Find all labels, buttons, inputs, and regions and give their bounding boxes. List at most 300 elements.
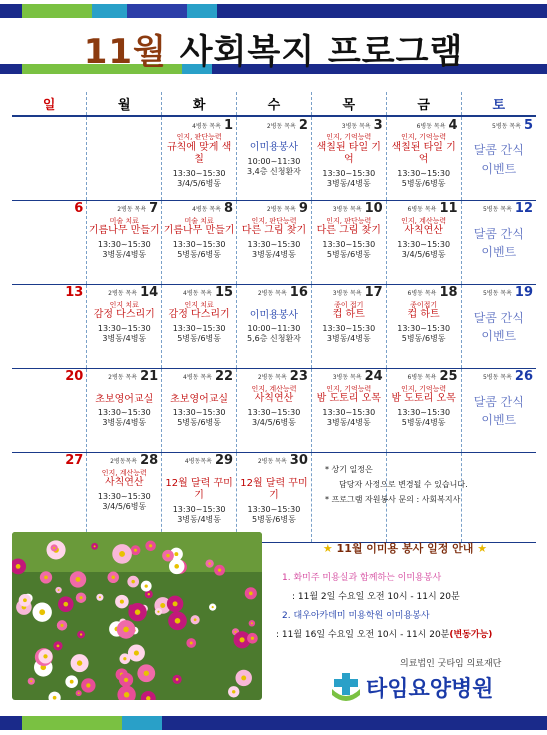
- flower-center: [76, 577, 81, 582]
- calendar-week-row: [12, 200, 536, 284]
- change-note: (변동가능): [449, 630, 493, 640]
- activity-category: [237, 469, 311, 478]
- activity-name: 초보영어교실: [170, 393, 229, 405]
- day-number: 7: [149, 201, 159, 216]
- foundation-name: 의료법인 굿타임 의료재단: [400, 659, 502, 669]
- calendar-day-cell: [386, 116, 461, 200]
- day-number: 5: [523, 117, 533, 133]
- activity-ward: 3병동/4병동: [326, 417, 371, 427]
- info-item-1: 1. 화미주 미용실과 함께하는 이미용봉사: [282, 573, 442, 583]
- snack-event-line: 이벤트: [481, 161, 517, 176]
- activity-time: 13:30~15:30: [397, 168, 451, 178]
- info-item-1-time: : 11월 2일 수요일 오전 10시 - 11시 20분: [292, 592, 460, 602]
- activity-category: [237, 133, 311, 142]
- snack-event: [462, 141, 536, 178]
- activity-name: 색칠된 타일 기억: [391, 141, 456, 166]
- activity-category: 인지, 계산능력: [251, 384, 297, 393]
- activity-name: 기름나무 만들기: [88, 225, 160, 237]
- activity: [237, 133, 311, 177]
- activity-name: 컵 하트: [332, 309, 365, 321]
- activity-time: 10:00~11:30: [247, 324, 301, 333]
- flower-center: [80, 633, 82, 635]
- activity-name: 기름나무 만들기: [163, 225, 235, 237]
- bath-ward-label: 6병동 목욕: [407, 206, 437, 213]
- activity-ward: 5,6층 신청환자: [247, 334, 301, 343]
- activity: [87, 385, 161, 429]
- calendar-day-cell: [311, 200, 386, 284]
- flower-center: [60, 624, 63, 627]
- snack-event: [462, 309, 536, 346]
- bath-ward-label: 2병동 목욕: [257, 290, 287, 297]
- day-header: [312, 117, 386, 133]
- note-line: * 상기 일정은: [325, 465, 373, 474]
- activity-time: 13:30~15:30: [172, 408, 226, 417]
- activity-time: 13:30~15:30: [397, 407, 451, 417]
- calendar-day-cell: [386, 200, 461, 284]
- activity: [387, 217, 461, 260]
- bath-ward-label: 4병동목욕: [184, 458, 212, 465]
- snack-event-line: 달콤 간식: [473, 310, 524, 325]
- activity-time: 13:30~15:30: [397, 323, 451, 333]
- bath-ward-label: 2병동목욕: [110, 458, 138, 465]
- star-icon: ★: [322, 542, 333, 555]
- activity-name: 사칙연산: [404, 225, 443, 237]
- page-title: [0, 24, 547, 73]
- day-number: 6: [74, 201, 84, 216]
- info-item-2-time: : 11월 16일 수요일 오전 10시 - 11시 20분(변동가능): [276, 630, 493, 640]
- calendar-day-cell: [237, 452, 312, 542]
- flower-center: [124, 692, 130, 698]
- weekday-sun: 일: [12, 92, 87, 116]
- activity: [387, 301, 461, 344]
- activity: [87, 469, 161, 512]
- activity-time: 13:30~15:30: [97, 491, 151, 501]
- day-number: 30: [289, 453, 308, 468]
- day-header: [312, 369, 386, 385]
- flower-center: [44, 576, 48, 580]
- day-number: 14: [140, 285, 159, 300]
- calendar-week-row: [12, 368, 536, 452]
- flower-center: [176, 678, 179, 681]
- day-number: 4: [448, 117, 458, 133]
- calendar-day-cell: [12, 284, 87, 368]
- calendar-day-cell: [237, 116, 312, 200]
- day-header: [462, 117, 536, 133]
- activity: [87, 217, 161, 260]
- activity-time: 13:30~15:30: [172, 323, 226, 333]
- day-header: [237, 453, 311, 469]
- day-header: [162, 201, 236, 217]
- activity-category: 인지 치료: [184, 300, 214, 309]
- day-header: [87, 453, 161, 469]
- activity-ward: 3병동/4병동: [326, 178, 371, 188]
- weekday-wed: 수: [237, 92, 312, 116]
- day-header: [162, 453, 236, 469]
- activity-category: 인지, 계산능력: [401, 216, 447, 225]
- day-header: [87, 369, 161, 385]
- day-header: [12, 453, 86, 469]
- activity-category: 인지, 기억능력: [401, 133, 447, 141]
- day-number: 18: [439, 285, 458, 300]
- flower-center: [58, 589, 60, 591]
- activity: [237, 469, 311, 525]
- activity-category: [162, 385, 236, 394]
- calendar-day-cell: [461, 200, 536, 284]
- activity-category: 종이 접기: [334, 300, 364, 309]
- activity-ward: 3병동/4병동: [326, 333, 371, 343]
- flower-center: [77, 660, 82, 665]
- flower-center: [174, 552, 178, 556]
- day-header: [312, 201, 386, 217]
- activity-category: 인지, 판단능력: [326, 216, 372, 225]
- day-number: 11: [439, 201, 458, 216]
- activity-ward: 3,4층 신청환자: [247, 166, 301, 176]
- day-number: 2: [298, 117, 308, 133]
- bath-ward-label: 4병동 목욕: [183, 290, 212, 297]
- activity: [237, 301, 311, 345]
- cosmos-flower-photo: [12, 532, 262, 700]
- flower-center: [134, 549, 137, 552]
- day-header: [87, 201, 161, 217]
- activity-name: 이미용봉사: [249, 142, 299, 153]
- bath-ward-label: 5병동 목욕: [482, 290, 512, 297]
- flower-center: [53, 547, 55, 549]
- flower-center: [157, 611, 159, 613]
- activity: [237, 217, 311, 260]
- activity-category: [87, 385, 161, 394]
- calendar-day-cell: [87, 200, 162, 284]
- bath-ward-label: 2병동 목욕: [257, 374, 287, 381]
- flower-center: [251, 622, 253, 624]
- activity-category: 미술 치료: [184, 216, 214, 225]
- activity-category: 인지, 기억능력: [401, 384, 447, 393]
- activity: [312, 217, 386, 260]
- flower-center: [173, 601, 178, 606]
- flower-center: [144, 671, 149, 676]
- activity-time: 13:30~15:30: [247, 504, 301, 514]
- activity-ward: 3/4/5/6병동: [177, 178, 222, 188]
- bath-ward-label: 3병동 목욕: [332, 206, 362, 213]
- calendar-day-cell: [12, 452, 87, 542]
- day-number: 28: [140, 453, 159, 468]
- activity-time: 13:30~15:30: [172, 168, 226, 178]
- activity-ward: 5병동/6병동: [177, 333, 221, 343]
- calendar-day-cell: [237, 200, 312, 284]
- calendar-day-cell: [162, 200, 237, 284]
- note-line: 담당자 사정으로 변경될 수 있습니다.: [339, 480, 468, 490]
- day-number: 12: [514, 201, 533, 216]
- flower-center: [43, 654, 47, 658]
- day-number: 17: [364, 285, 383, 300]
- activity-name: 다른 그림 찾기: [316, 225, 381, 237]
- bath-ward-label: 4병동 목욕: [192, 206, 221, 213]
- calendar-day-cell: [461, 284, 536, 368]
- flower-center: [174, 564, 179, 569]
- activity-category: [237, 301, 311, 310]
- snack-event-line: 달콤 간식: [473, 394, 524, 409]
- day-number: 26: [514, 369, 533, 384]
- calendar-day-cell: [162, 116, 237, 200]
- day-header: [12, 369, 86, 385]
- weekday-fri: 금: [386, 92, 461, 116]
- flower-center: [149, 544, 152, 547]
- flower-center: [175, 618, 181, 624]
- activity-name: 사칙연산: [254, 393, 294, 405]
- activity-ward: 5병동/6병동: [401, 333, 446, 343]
- activity-time: 10:00~11:30: [247, 156, 301, 166]
- bath-ward-label: 6병동 목욕: [416, 122, 446, 130]
- flower-center: [16, 564, 21, 569]
- activity-time: 13:30~15:30: [322, 323, 376, 333]
- top-color-bar: [0, 4, 547, 18]
- day-number: 20: [65, 369, 84, 384]
- day-number: 25: [439, 369, 458, 384]
- calendar-day-cell: [311, 284, 386, 368]
- calendar-day-cell: [87, 284, 162, 368]
- day-header: [237, 117, 311, 133]
- hospital-name: 타임요양병원: [366, 677, 494, 702]
- calendar-day-cell: [162, 284, 237, 368]
- bath-ward-label: 3병동 목욕: [332, 374, 362, 381]
- schedule-notes: [325, 462, 468, 508]
- flower-center: [212, 606, 214, 608]
- flower-center: [119, 551, 125, 557]
- bath-ward-label: 5병동 목욕: [492, 122, 521, 130]
- weekday-header-row: [12, 92, 536, 116]
- bath-ward-label: 6병동 목욕: [407, 374, 437, 381]
- activity-name: 감정 다스리기: [93, 309, 155, 321]
- flower-center: [145, 584, 148, 587]
- activity-ward: 3/4/5/6병동: [252, 417, 296, 427]
- day-number: 27: [65, 453, 84, 468]
- day-number: 22: [214, 369, 234, 384]
- weekday-thu: 목: [311, 92, 386, 116]
- activity-name: 색칠된 타일 기억: [316, 141, 381, 166]
- day-header: [312, 285, 386, 301]
- activity: [312, 385, 386, 428]
- bath-ward-label: 5병동 목욕: [482, 206, 512, 213]
- calendar-day-cell: [87, 116, 162, 200]
- day-number: 3: [373, 117, 383, 133]
- day-number: 24: [364, 369, 383, 384]
- flower-center: [241, 675, 246, 680]
- activity-ward: 5병동/6병동: [401, 178, 446, 188]
- flower-center: [120, 600, 124, 604]
- flower-center: [131, 580, 134, 583]
- calendar-day-cell: [311, 368, 386, 452]
- bath-ward-label: 2병동 목욕: [266, 206, 296, 213]
- bath-ward-label: 3병동 목욕: [332, 290, 362, 297]
- beauty-volunteer-info: [270, 540, 540, 640]
- day-header: [462, 201, 536, 217]
- activity-name: 초보영어교실: [95, 393, 154, 405]
- flower-center: [134, 650, 139, 655]
- day-header: [87, 285, 161, 301]
- bath-ward-label: 6병동 목욕: [407, 290, 437, 297]
- flower-center: [79, 596, 82, 599]
- activity-time: 13:30~15:30: [97, 323, 151, 333]
- calendar-day-cell: [461, 116, 536, 200]
- activity-ward: 3/4/5/6병동: [401, 249, 446, 259]
- activity: [162, 385, 236, 429]
- title-text: 사회복지 프로그램: [166, 32, 464, 72]
- flower-center: [99, 596, 101, 598]
- activity-ward: 5병동/6병동: [177, 418, 221, 427]
- day-number: 21: [140, 369, 159, 384]
- calendar-day-cell: [12, 368, 87, 452]
- calendar-day-cell: [461, 452, 536, 542]
- bath-ward-label: 4병동 목욕: [192, 122, 221, 130]
- activity-time: 13:30~15:30: [97, 239, 151, 249]
- activity-name: 밤 도토리 오목: [391, 393, 456, 405]
- day-header: [387, 285, 461, 301]
- activity-ward: 3병동/4병동: [177, 514, 221, 524]
- bottom-color-bar: [0, 716, 547, 730]
- day-number: 13: [65, 285, 84, 300]
- activity-time: 13:30~15:30: [172, 239, 226, 249]
- day-header: [387, 201, 461, 217]
- info-heading-text: 11월 이미용 봉사 일정 안내: [336, 542, 474, 555]
- weekday-mon: 월: [87, 92, 162, 116]
- bath-ward-label: 5병동 목욕: [482, 374, 512, 381]
- hospital-cross-icon: [330, 673, 362, 703]
- calendar-week-row: [12, 116, 536, 200]
- activity-ward: 3병동/4병동: [102, 418, 147, 427]
- flower-center: [232, 690, 235, 693]
- activity-category: 인지, 기억능력: [326, 133, 372, 141]
- activity-ward: 5병동/6병동: [177, 249, 221, 259]
- activity-name: 12월 달력 꾸미기: [240, 477, 308, 501]
- flower-center: [240, 637, 245, 642]
- flower-center: [112, 576, 115, 579]
- day-header: [237, 201, 311, 217]
- activity-time: 13:30~15:30: [247, 239, 301, 249]
- activity: [387, 385, 461, 428]
- activity: [87, 301, 161, 344]
- snack-event-line: 달콤 간식: [473, 143, 524, 157]
- day-number: 1: [223, 117, 234, 133]
- calendar-day-cell: [237, 368, 312, 452]
- day-number: 10: [364, 201, 383, 216]
- activity-ward: 5병동/6병동: [252, 514, 296, 524]
- activity-name: 밤 도토리 오목: [316, 393, 381, 405]
- calendar-day-cell: [237, 284, 312, 368]
- activity-ward: 5병동/6병동: [326, 249, 371, 259]
- day-header: [462, 285, 536, 301]
- day-number: 19: [514, 285, 533, 300]
- flower-center: [123, 627, 129, 633]
- calendar-day-cell: [12, 200, 87, 284]
- flower-center: [124, 678, 128, 682]
- calendar-day-cell: [386, 368, 461, 452]
- activity: [162, 217, 236, 260]
- snack-event: [462, 225, 536, 262]
- calendar-day-cell: [162, 368, 237, 452]
- day-header: [162, 285, 236, 301]
- snack-event: [462, 393, 536, 430]
- activity-category: 인지, 판단능력: [251, 216, 297, 225]
- activity-time: 13:30~15:30: [322, 239, 376, 249]
- bath-ward-label: 3병동 목욕: [341, 122, 371, 130]
- activity-category: [162, 469, 236, 478]
- flower-center: [234, 631, 236, 633]
- day-number: 29: [214, 453, 234, 468]
- bath-ward-label: 2병동 목욕: [108, 290, 138, 297]
- flower-center: [166, 554, 169, 557]
- day-header: [162, 369, 236, 385]
- activity-ward: 3병동/4병동: [252, 249, 296, 259]
- flower-center: [86, 683, 90, 687]
- calendar-day-cell: [386, 284, 461, 368]
- flower-center: [123, 657, 126, 660]
- flower-center: [94, 545, 96, 547]
- bath-ward-label: 2병동 목욕: [108, 374, 138, 381]
- flower-center: [78, 692, 80, 694]
- activity-time: 13:30~15:30: [397, 239, 451, 249]
- activity-name: 감정 다스리기: [168, 309, 230, 321]
- flower-center: [160, 603, 165, 608]
- day-number: 15: [214, 285, 234, 300]
- activity-ward: 3병동/4병동: [102, 249, 147, 259]
- day-header: [462, 369, 536, 385]
- calendar-week-row: [12, 284, 536, 368]
- flower-center: [135, 609, 141, 615]
- info-item-2: 2. 대우아카데미 미용학원 이미용봉사: [282, 611, 430, 621]
- activity-category: 인지, 계산능력: [101, 468, 147, 477]
- calendar-day-cell: [12, 116, 87, 200]
- day-number: 8: [223, 201, 234, 216]
- day-number: 16: [289, 285, 308, 300]
- snack-event-line: 이벤트: [481, 245, 517, 260]
- flower-center: [148, 593, 150, 595]
- flower-center: [194, 618, 197, 621]
- activity-time: 13:30~15:30: [247, 407, 301, 417]
- day-header: [162, 117, 236, 133]
- flower-center: [208, 562, 210, 564]
- day-number: 9: [298, 201, 308, 216]
- activity-name: 다른 그림 찾기: [241, 225, 307, 237]
- activity-name: 이미용봉사: [249, 309, 299, 321]
- flower-center: [249, 592, 253, 596]
- flower-center: [190, 642, 193, 645]
- bath-ward-label: 2병동 목욕: [257, 458, 287, 465]
- day-header: [387, 369, 461, 385]
- weekday-sat: 토: [461, 92, 536, 116]
- snack-event-line: 이벤트: [481, 413, 517, 428]
- calendar-day-cell: [87, 368, 162, 452]
- activity-ward: 3/4/5/6병동: [102, 501, 147, 511]
- activity-category: 미술 치료: [109, 216, 139, 225]
- note-line: * 프로그램 자원봉사 문의 : 사회복지사: [325, 495, 461, 505]
- activity-category: 인지, 기억능력: [326, 384, 372, 393]
- activity-name: 사칙연산: [104, 477, 144, 489]
- flower-center: [57, 645, 60, 648]
- flower-center: [53, 696, 57, 700]
- snack-event-line: 이벤트: [481, 329, 517, 344]
- day-header: [12, 201, 86, 217]
- activity-name: 12월 달력 꾸미기: [165, 477, 233, 501]
- flower-center: [218, 569, 221, 572]
- flower-center: [23, 598, 27, 602]
- day-header: [237, 285, 311, 301]
- flower-center: [251, 637, 254, 640]
- activity: [312, 133, 386, 189]
- day-header: [237, 369, 311, 385]
- activity: [162, 301, 236, 344]
- flower-center: [39, 609, 45, 615]
- activity: [162, 469, 236, 525]
- snack-event-line: 달콤 간식: [473, 226, 524, 241]
